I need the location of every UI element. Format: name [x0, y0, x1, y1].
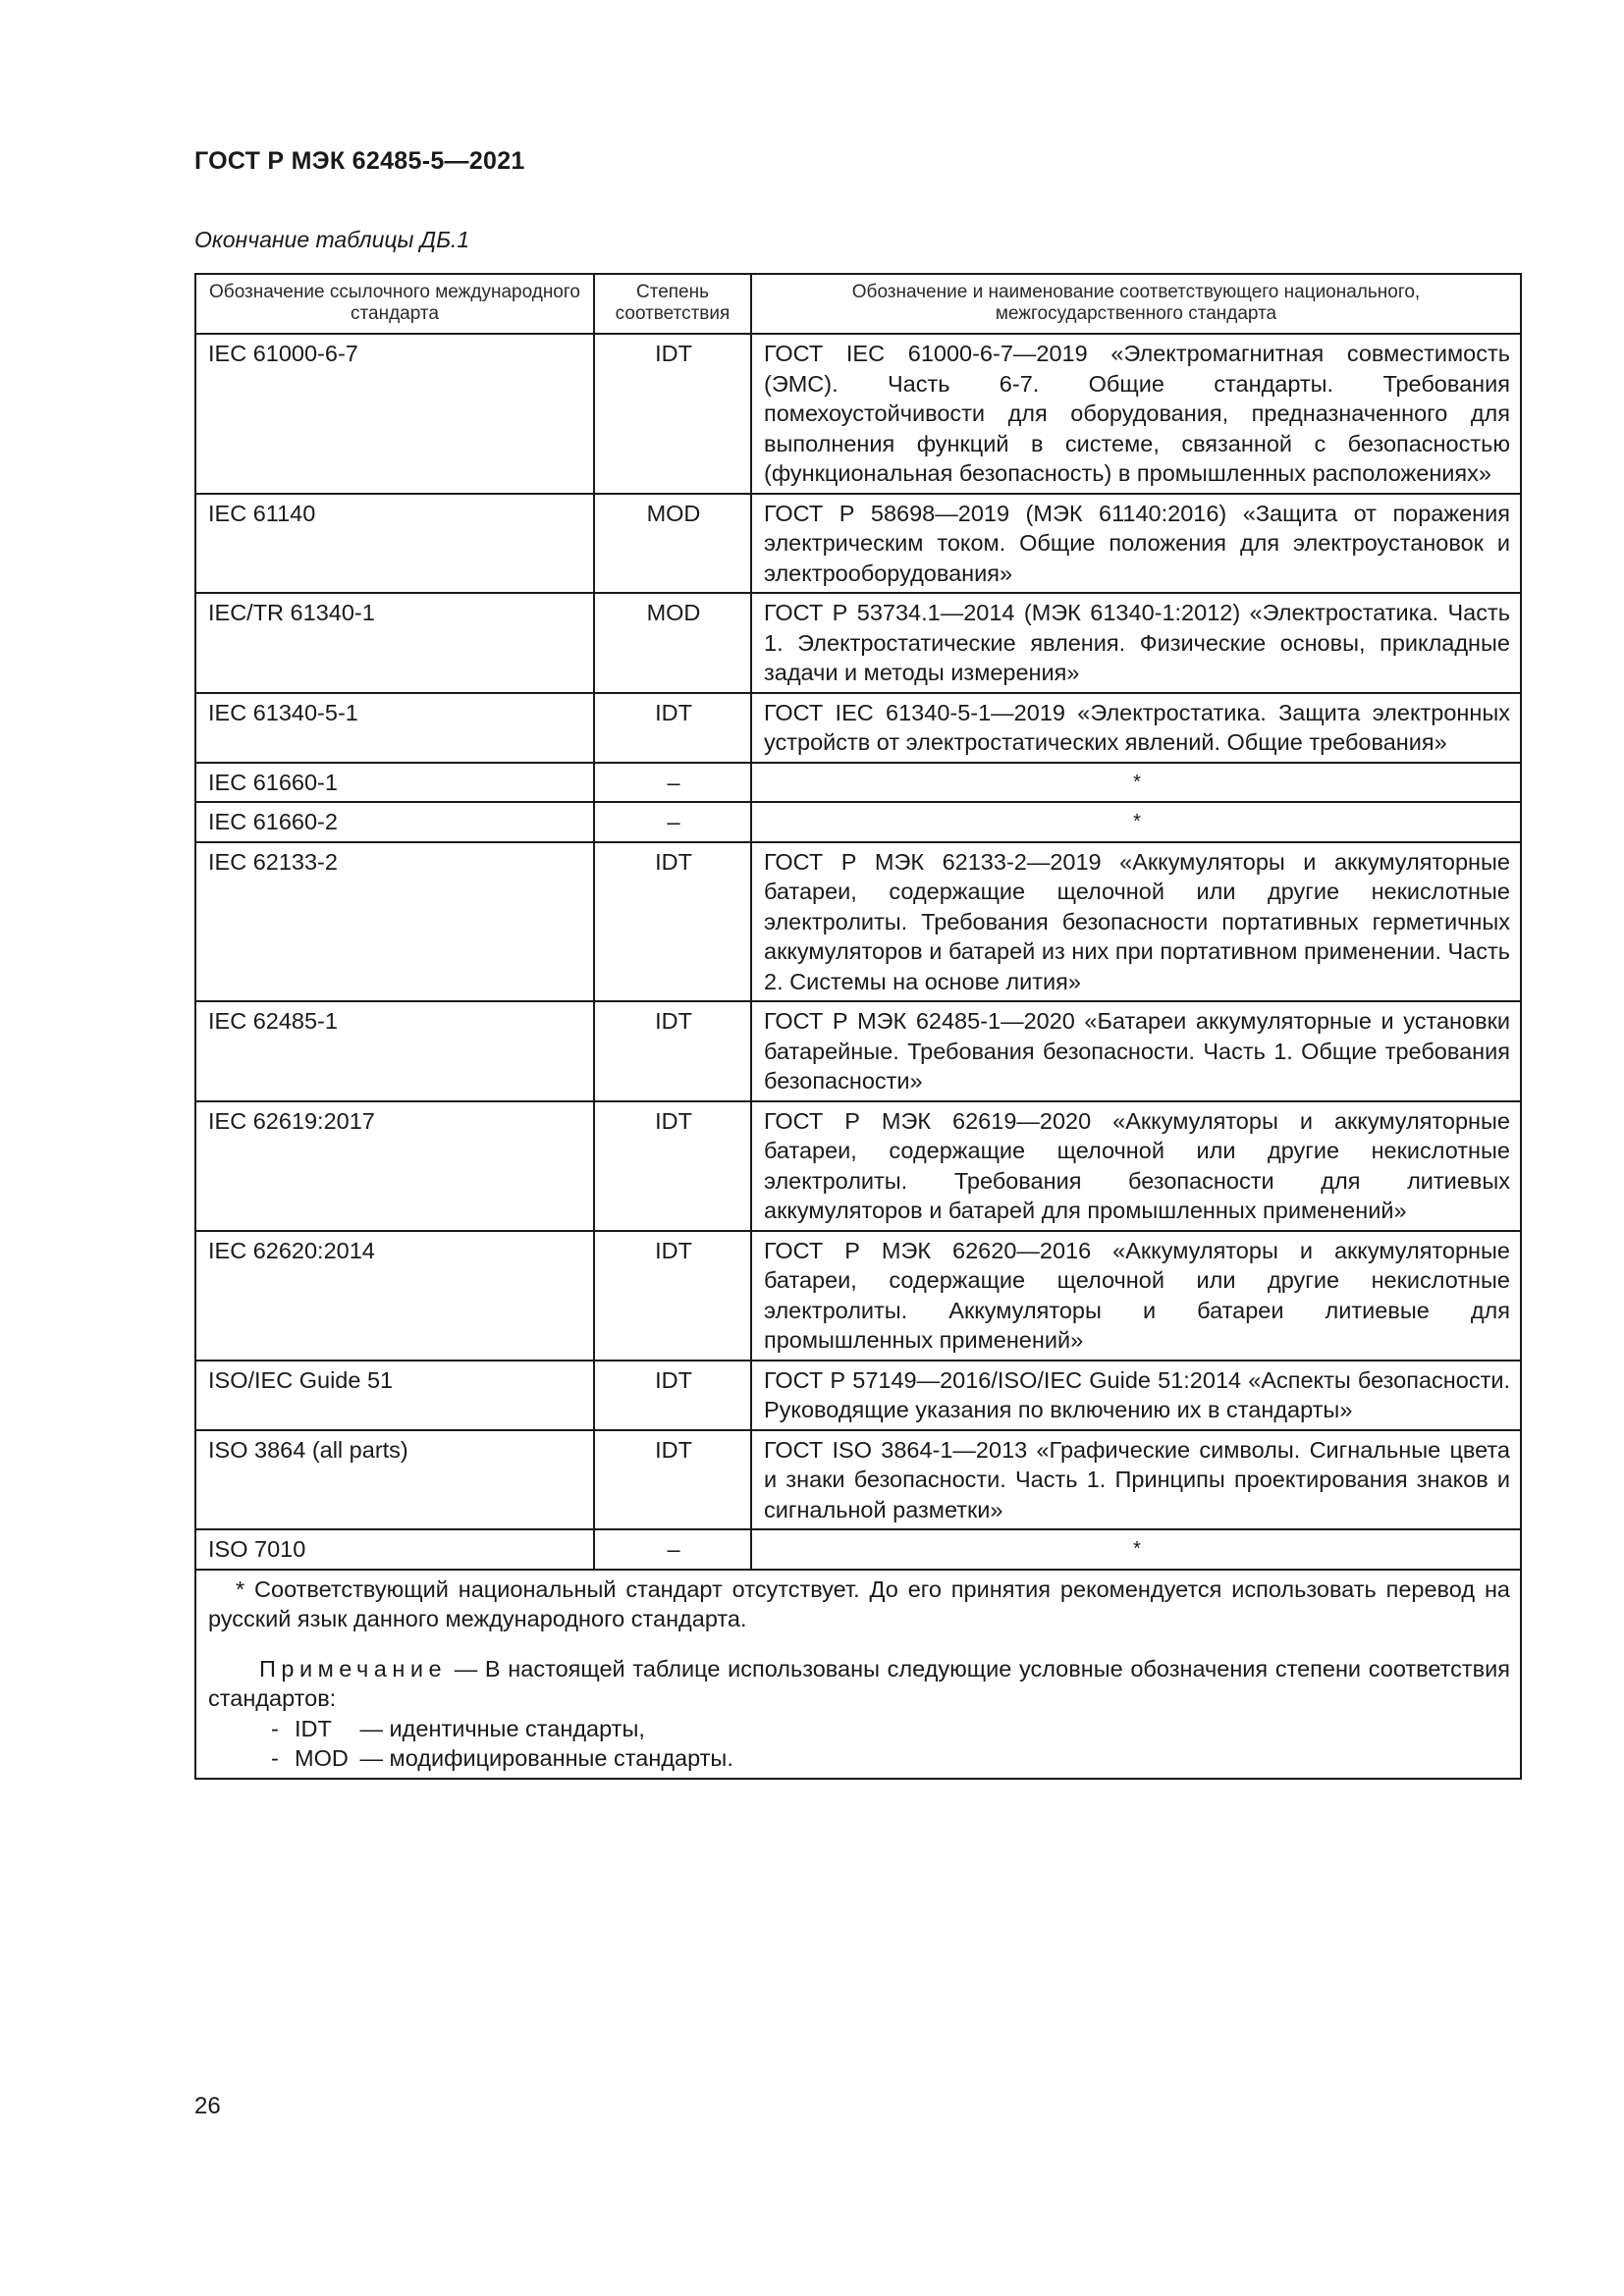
- list-item: [271, 1714, 1510, 1744]
- degree-cell: –: [594, 802, 751, 842]
- national-standard-cell: ГОСТ IEC 61340-5-1—2019 «Электростатика. Защита электронных устройств от электростатических явлений. Общие требования»: [751, 693, 1521, 763]
- legend-dash: -: [271, 1745, 279, 1771]
- degree-cell: –: [594, 1529, 751, 1570]
- degree-cell: IDT: [594, 1001, 751, 1101]
- reference-cell: IEC/TR 61340-1: [195, 593, 594, 693]
- table-footnote-row: [195, 1570, 1521, 1779]
- table-row: [195, 1001, 1521, 1101]
- legend-code: MOD: [295, 1745, 349, 1771]
- legend-list: [208, 1714, 1510, 1774]
- column-header-national: Обозначение и наименование соответствующего национального, межгосударственного стандарта: [751, 274, 1521, 334]
- standards-table: [194, 273, 1522, 1780]
- national-standard-cell: ГОСТ Р МЭК 62485-1—2020 «Батареи аккумуляторные и установки батарейные. Требования безопасности. Часть 1. Общие требования безопасности»: [751, 1001, 1521, 1101]
- degree-cell: MOD: [594, 593, 751, 693]
- degree-cell: –: [594, 763, 751, 803]
- footnote-cell: [195, 1570, 1521, 1779]
- column-header-degree: Степень соответствия: [594, 274, 751, 334]
- table-row: [195, 334, 1521, 494]
- table-row: [195, 763, 1521, 803]
- reference-cell: IEC 62619:2017: [195, 1101, 594, 1231]
- national-standard-cell: ГОСТ Р 53734.1—2014 (МЭК 61340-1:2012) «Электростатика. Часть 1. Электростатические явления. Физические основы, прикладные задачи и методы измерения»: [751, 593, 1521, 693]
- table-row: [195, 494, 1521, 594]
- degree-cell: IDT: [594, 1231, 751, 1361]
- reference-cell: IEC 61340-5-1: [195, 693, 594, 763]
- table-header-row: [195, 274, 1521, 334]
- national-standard-cell: ГОСТ ISO 3864-1—2013 «Графические символы. Сигнальные цвета и знаки безопасности. Часть 1. Принципы проектирования знаков и сигнальной разметки»: [751, 1430, 1521, 1530]
- national-standard-cell: ГОСТ Р 57149—2016/ISO/IEC Guide 51:2014 «Аспекты безопасности. Руководящие указания по включению их в стандарты»: [751, 1361, 1521, 1430]
- reference-cell: IEC 62620:2014: [195, 1231, 594, 1361]
- national-standard-cell: *: [751, 763, 1521, 803]
- degree-cell: IDT: [594, 842, 751, 1002]
- table-caption: Окончание таблицы ДБ.1: [194, 227, 470, 252]
- table-row: [195, 1231, 1521, 1361]
- table-row: [195, 1101, 1521, 1231]
- legend-dash: -: [271, 1715, 279, 1741]
- national-standard-cell: *: [751, 1529, 1521, 1570]
- reference-cell: ISO 7010: [195, 1529, 594, 1570]
- national-standard-cell: ГОСТ IEC 61000-6-7—2019 «Электромагнитная совместимость (ЭМС). Часть 6-7. Общие стандарты. Требования помехоустойчивости для оборудования, предназначенного для выполнения функций в системе, связанной с безопасностью (функциональная безопасность) в промышленных расположениях»: [751, 334, 1521, 494]
- table-row: [195, 1529, 1521, 1570]
- note-paragraph: [208, 1654, 1510, 1714]
- legend-description: — идентичные стандарты,: [359, 1715, 645, 1741]
- reference-cell: ISO/IEC Guide 51: [195, 1361, 594, 1430]
- note-label: Примечание: [259, 1655, 448, 1682]
- national-standard-cell: ГОСТ Р МЭК 62619—2020 «Аккумуляторы и аккумуляторные батареи, содержащие щелочной или другие некислотные электролиты. Требования безопасности для литиевых аккумуляторов и батарей для промышленных применений»: [751, 1101, 1521, 1231]
- legend-description: — модифицированные стандарты.: [359, 1745, 733, 1771]
- reference-cell: IEC 61140: [195, 494, 594, 594]
- table-row: [195, 802, 1521, 842]
- column-header-reference: Обозначение ссылочного международного стандарта: [195, 274, 594, 334]
- degree-cell: IDT: [594, 334, 751, 494]
- degree-cell: IDT: [594, 1430, 751, 1530]
- reference-cell: IEC 61660-1: [195, 763, 594, 803]
- reference-cell: IEC 61660-2: [195, 802, 594, 842]
- degree-cell: MOD: [594, 494, 751, 594]
- national-standard-cell: ГОСТ Р 58698—2019 (МЭК 61140:2016) «Защита от поражения электрическим током. Общие положения для электроустановок и электрооборудования»: [751, 494, 1521, 594]
- degree-cell: IDT: [594, 1361, 751, 1430]
- table-row: [195, 1361, 1521, 1430]
- reference-cell: ISO 3864 (all parts): [195, 1430, 594, 1530]
- note-block: [208, 1654, 1510, 1774]
- reference-cell: IEC 62133-2: [195, 842, 594, 1002]
- list-item: [271, 1743, 1510, 1774]
- reference-cell: IEC 61000-6-7: [195, 334, 594, 494]
- page-number: 26: [194, 2093, 221, 2119]
- degree-cell: IDT: [594, 693, 751, 763]
- reference-cell: IEC 62485-1: [195, 1001, 594, 1101]
- table-row: [195, 1430, 1521, 1530]
- legend-code: IDT: [295, 1715, 332, 1741]
- document-header: ГОСТ Р МЭК 62485-5—2021: [194, 147, 525, 175]
- footnote-text: * Соответствующий национальный стандарт отсутствует. До его принятия рекомендуется использовать перевод на русский язык данного международного стандарта.: [208, 1575, 1510, 1631]
- national-standard-cell: ГОСТ Р МЭК 62620—2016 «Аккумуляторы и аккумуляторные батареи, содержащие щелочной или другие некислотные электролиты. Аккумуляторы и батареи литиевые для промышленных применений»: [751, 1231, 1521, 1361]
- note-text: — В настоящей таблице использованы следующие условные обозначения степени соответствия стандартов:: [208, 1655, 1511, 1711]
- national-standard-cell: *: [751, 802, 1521, 842]
- table-row: [195, 593, 1521, 693]
- table-row: [195, 842, 1521, 1002]
- degree-cell: IDT: [594, 1101, 751, 1231]
- table-row: [195, 693, 1521, 763]
- national-standard-cell: ГОСТ Р МЭК 62133-2—2019 «Аккумуляторы и аккумуляторные батареи, содержащие щелочной или другие некислотные электролиты. Требования безопасности портативных герметичных аккумуляторов и батарей из них при портативном применении. Часть 2. Системы на основе лития»: [751, 842, 1521, 1002]
